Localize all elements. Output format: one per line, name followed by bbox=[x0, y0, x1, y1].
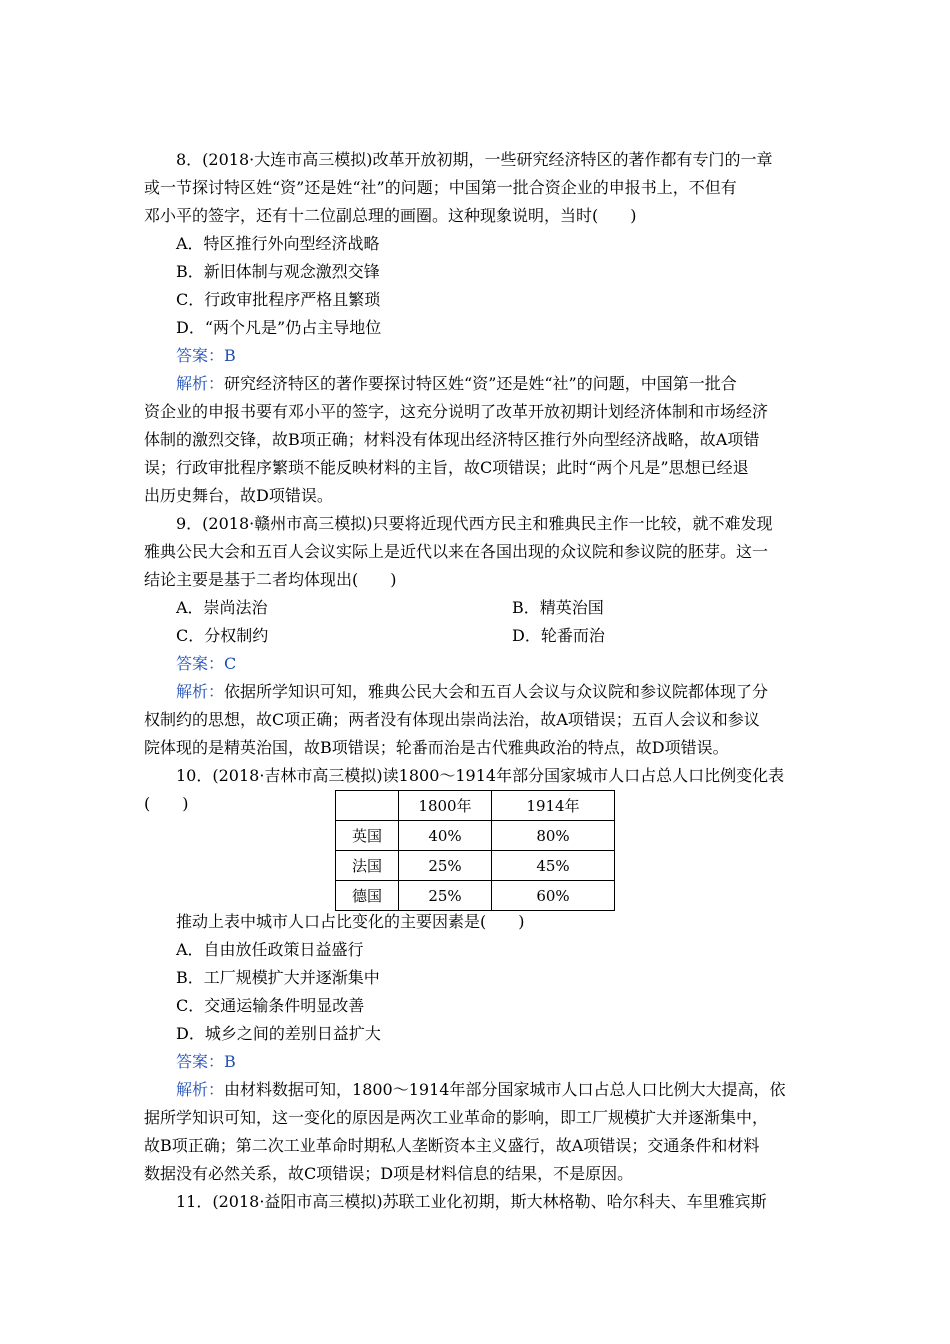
q10-option-a: A．自由放任政策日益盛行 bbox=[176, 940, 364, 959]
q10-explanation-text-1: 由材料数据可知，1800～1914年部分国家城市人口占总人口比例大大提高，依 bbox=[224, 1080, 786, 1099]
q8-stem-line-3: 邓小平的签字，还有十二位副总理的画圈。这种现象说明，当时( ) bbox=[144, 206, 637, 225]
table-cell: 德国 bbox=[336, 881, 399, 911]
q9-explanation-line-1 bbox=[176, 682, 768, 702]
q9-option-d: D．轮番而治 bbox=[512, 626, 605, 645]
population-table bbox=[335, 790, 615, 911]
q8-option-d: D．“两个凡是”仍占主导地位 bbox=[176, 318, 382, 337]
table-row bbox=[336, 821, 615, 851]
table-header-cell: 1914年 bbox=[492, 791, 615, 821]
q9-explanation-line-2: 权制约的思想，故C项正确；两者没有体现出崇尚法治，故A项错误；五百人会议和参议 bbox=[144, 710, 760, 729]
table-cell: 25% bbox=[399, 851, 492, 881]
q8-option-a: A．特区推行外向型经济战略 bbox=[176, 234, 380, 253]
q9-stem-line-1: 9．(2018·赣州市高三模拟)只要将近现代西方民主和雅典民主作一比较，就不难发现 bbox=[176, 514, 773, 533]
q10-answer: 答案：B bbox=[176, 1052, 236, 1071]
table-header-cell bbox=[336, 791, 399, 821]
q10-question: 推动上表中城市人口占比变化的主要因素是( ) bbox=[176, 912, 525, 931]
q10-stem-line-2: ( ) bbox=[144, 794, 189, 813]
q10-option-c: C．交通运输条件明显改善 bbox=[176, 996, 365, 1015]
table-cell: 25% bbox=[399, 881, 492, 911]
q8-explanation-text-1: 研究经济特区的著作要探讨特区姓“资”还是姓“社”的问题，中国第一批合 bbox=[224, 374, 737, 393]
q9-option-row-1 bbox=[176, 598, 268, 618]
q10-option-b: B．工厂规模扩大并逐渐集中 bbox=[176, 968, 380, 987]
table-row bbox=[336, 881, 615, 911]
q10-option-d: D．城乡之间的差别日益扩大 bbox=[176, 1024, 381, 1043]
q10-explanation-line-4: 数据没有必然关系，故C项错误；D项是材料信息的结果，不是原因。 bbox=[144, 1164, 634, 1183]
q8-option-b: B．新旧体制与观念激烈交锋 bbox=[176, 262, 380, 281]
q9-stem-line-3: 结论主要是基于二者均体现出( ) bbox=[144, 570, 397, 589]
q8-explanation-line-4: 误；行政审批程序繁琐不能反映材料的主旨，故C项错误；此时“两个凡是”思想已经退 bbox=[144, 458, 749, 477]
table-cell: 法国 bbox=[336, 851, 399, 881]
q10-explanation-label: 解析： bbox=[176, 1080, 225, 1099]
q8-explanation-line-3: 体制的激烈交锋，故B项正确；材料没有体现出经济特区推行外向型经济战略，故A项错 bbox=[144, 430, 760, 449]
q9-explanation-line-3: 院体现的是精英治国，故B项错误；轮番而治是古代雅典政治的特点，故D项错误。 bbox=[144, 738, 729, 757]
table-cell: 80% bbox=[492, 821, 615, 851]
table-cell: 40% bbox=[399, 821, 492, 851]
q10-explanation-line-3: 故B项正确；第二次工业革命时期私人垄断资本主义盛行，故A项错误；交通条件和材料 bbox=[144, 1136, 760, 1155]
q9-option-c: C．分权制约 bbox=[176, 626, 269, 645]
table-row bbox=[336, 851, 615, 881]
table-header-cell: 1800年 bbox=[399, 791, 492, 821]
q8-explanation-line-2: 资企业的申报书要有邓小平的签字，这充分说明了改革开放初期计划经济体制和市场经济 bbox=[144, 402, 769, 421]
table-cell: 60% bbox=[492, 881, 615, 911]
q8-stem-line-2: 或一节探讨特区姓“资”还是姓“社”的问题；中国第一批合资企业的申报书上，不但有 bbox=[144, 178, 737, 197]
q8-explanation-line-5: 出历史舞台，故D项错误。 bbox=[144, 486, 333, 505]
q9-stem-line-2: 雅典公民大会和五百人会议实际上是近代以来在各国出现的众议院和参议院的胚芽。这一 bbox=[144, 542, 769, 561]
q11-stem-line-1: 11．(2018·益阳市高三模拟)苏联工业化初期，斯大林格勒、哈尔科夫、车里雅宾斯 bbox=[176, 1192, 767, 1211]
table-header-row bbox=[336, 791, 615, 821]
q8-answer: 答案：B bbox=[176, 346, 236, 365]
q10-explanation-line-2: 据所学知识可知，这一变化的原因是两次工业革命的影响，即工厂规模扩大并逐渐集中， bbox=[144, 1108, 769, 1127]
q10-stem-line-1: 10．(2018·吉林市高三模拟)读1800～1914年部分国家城市人口占总人口比例变化表 bbox=[176, 766, 785, 785]
q8-explanation-line-1 bbox=[176, 374, 737, 394]
q10-explanation-line-1 bbox=[176, 1080, 785, 1100]
q8-stem-line-1: 8．(2018·大连市高三模拟)改革开放初期，一些研究经济特区的著作都有专门的一章 bbox=[176, 150, 773, 169]
q9-explanation-text-1: 依据所学知识可知，雅典公民大会和五百人会议与众议院和参议院都体现了分 bbox=[224, 682, 769, 701]
q9-option-b: B．精英治国 bbox=[512, 598, 604, 617]
q9-option-a: A．崇尚法治 bbox=[176, 598, 268, 617]
table-cell: 英国 bbox=[336, 821, 399, 851]
q8-option-c: C．行政审批程序严格且繁琐 bbox=[176, 290, 381, 309]
q9-explanation-label: 解析： bbox=[176, 682, 225, 701]
q9-answer: 答案：C bbox=[176, 654, 237, 673]
table-cell: 45% bbox=[492, 851, 615, 881]
q8-explanation-label: 解析： bbox=[176, 374, 225, 393]
